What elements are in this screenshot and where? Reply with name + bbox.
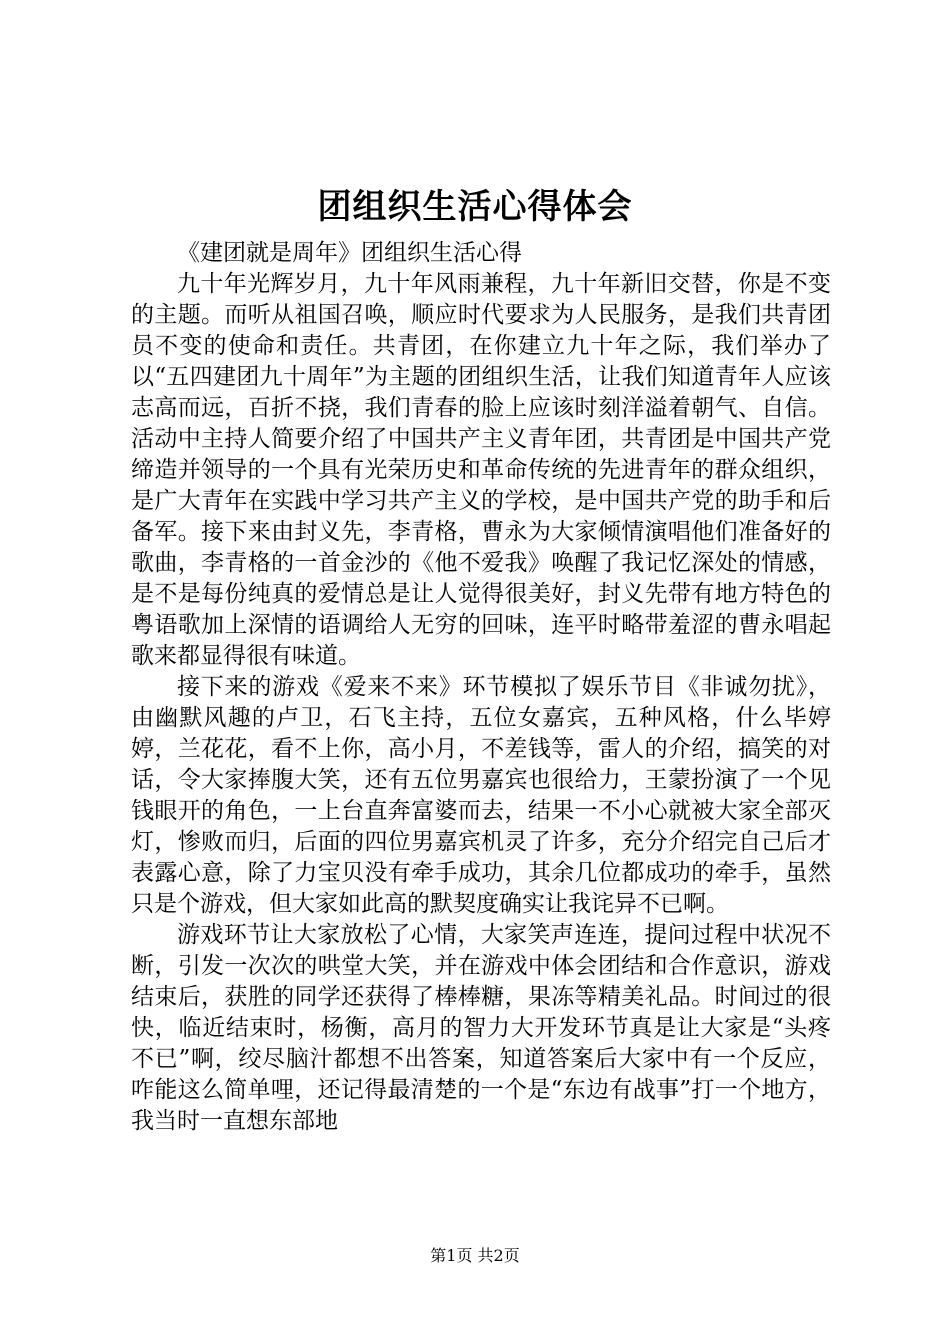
document-subtitle: 《建团就是周年》团组织生活心得 [177, 240, 522, 266]
paragraph-1: 九十年光辉岁月，九十年风雨兼程，九十年新旧交替，你是不变的主题。而听从祖国召唤，顺应时代要求为人民服务，是我们共青团员不变的使命和责任。共青团，在你建立九十年之际，我们举办了以“五四建团九十周年”为主题的团组织生活，让我们知道青年人应该志高而远，百折不挠，我们青春的脸上应该时刻洋溢着朝气、自信。活动中主持人简要介绍了中国共产主义青年团，共青团是中国共产党缔造并领导的一个具有光荣历史和革命传统的先进青年的群众组织，是广大青年在实践中学习共产主义的学校，是中国共产党的助手和后备军。接下来由封义先，李青格，曹永为大家倾情演唱他们准备好的歌曲，李青格的一首金沙的《他不爱我》唤醒了我记忆深处的情感，是不是每份纯真的爱情总是让人觉得很美好，封义先带有地方特色的粤语歌加上深情的语调给人无穷的回味，连平时略带羞涩的曹永唱起歌来都显得很有味道。 [131, 271, 831, 669]
page-footer: 第1页 共2页 [430, 1246, 520, 1265]
document-body [131, 238, 831, 1137]
document-title: 团组织生活心得体会 [317, 187, 633, 227]
paragraph-2: 接下来的游戏《爱来不来》环节模拟了娱乐节目《非诚勿扰》，由幽默风趣的卢卫，石飞主持，五位女嘉宾，五种风格，什么毕婷婷，兰花花，看不上你，高小月，不差钱等，雷人的介绍，搞笑的对话，令大家捧腹大笑，还有五位男嘉宾也很给力，王蒙扮演了一个见钱眼开的角色，一上台直奔富婆而去，结果一不小心就被大家全部灭灯，惨败而归，后面的四位男嘉宾机灵了许多，充分介绍完自己后才表露心意，除了力宝贝没有牵手成功，其余几位都成功的牵手，虽然只是个游戏，但大家如此高的默契度确实让我诧异不已啊。 [131, 674, 831, 917]
paragraph-3: 游戏环节让大家放松了心情，大家笑声连连，提问过程中状况不断，引发一次次的哄堂大笑，并在游戏中体会团结和合作意识，游戏结束后，获胜的同学还获得了棒棒糖，果冻等精美礼品。时间过的很快，临近结束时，杨衡，高月的智力大开发环节真是让大家是“头疼不已”啊，绞尽脑汁都想不出答案，知道答案后大家中有一个反应，咋能这么简单哩，还记得最清楚的一个是“东边有战事”打一个地方，我当时一直想东部地 [131, 922, 831, 1134]
